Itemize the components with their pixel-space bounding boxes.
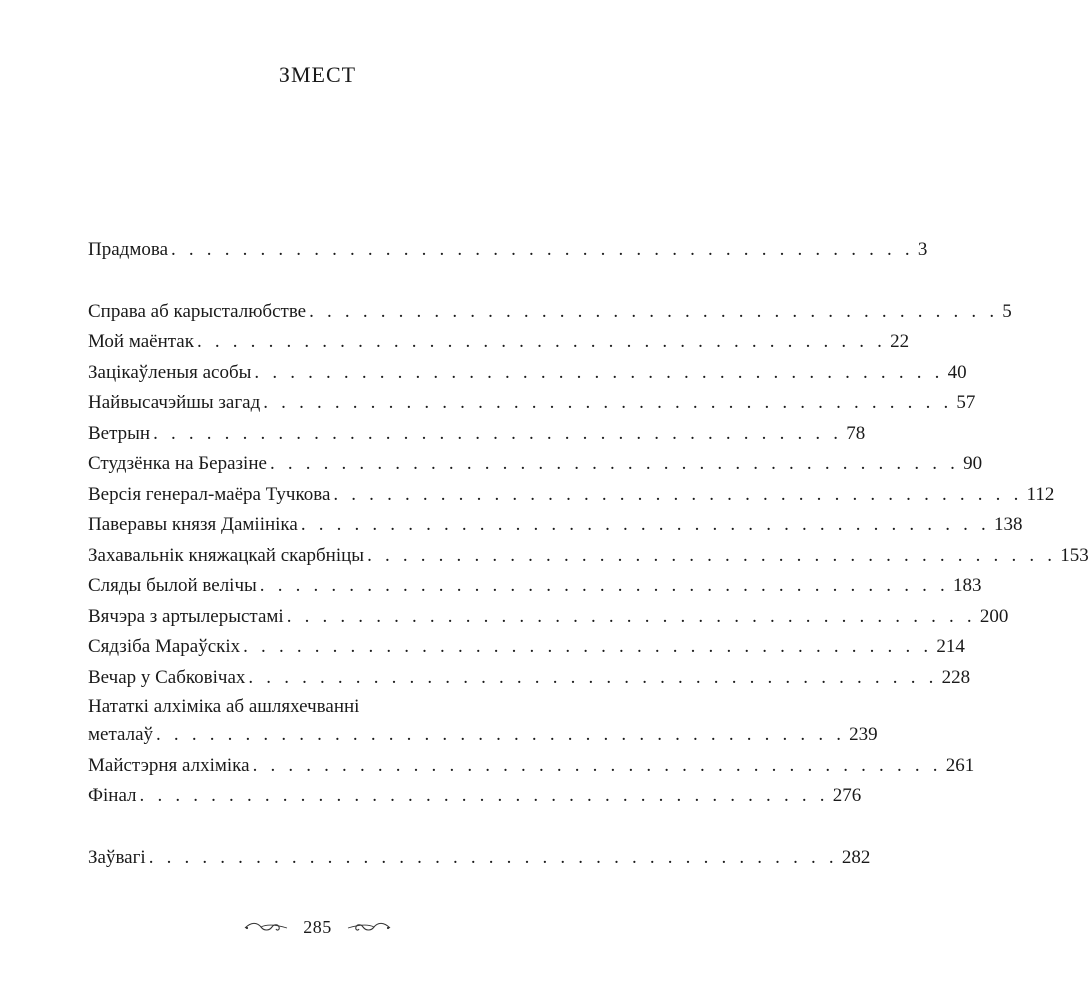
dot-leader: . . . . . . . . . . . . . . . . . . . . . . . . . . . . . . . . . . . . . . . bbox=[333, 483, 1023, 505]
toc-entry[interactable] bbox=[88, 510, 1023, 541]
toc-entry-label: Прадмова bbox=[88, 239, 168, 260]
toc-entry-page: 22 bbox=[890, 331, 910, 352]
toc-entry-page: 138 bbox=[993, 514, 1023, 535]
toc-entry-page: 3 bbox=[917, 239, 928, 260]
toc-entry-page: 200 bbox=[979, 605, 1009, 627]
dot-leader: . . . . . . . . . . . . . . . . . . . . . . . . . . . . . . . . . . . . . . . bbox=[252, 754, 942, 776]
toc-entry-label: Захавальнік княжацкай скарбніцы bbox=[88, 544, 365, 566]
dot-leader: . . . . . . . . . . . . . . . . . . . . . . . . . . . . . . . . . . . . . . . . . . bbox=[171, 239, 914, 260]
dot-leader: . . . . . . . . . . . . . . . . . . . . . . . . . . . . . . . . . . . . . . . bbox=[286, 605, 976, 627]
toc-entry-label: Сядзіба Мараўскіх bbox=[88, 636, 241, 657]
toc-entry-intro[interactable] bbox=[88, 235, 928, 266]
toc-entry-page: 153 bbox=[1060, 544, 1089, 566]
toc-entry-label: Справа аб карысталюбстве bbox=[88, 300, 307, 322]
toc-entry[interactable] bbox=[88, 358, 967, 389]
toc-entry[interactable] bbox=[88, 449, 983, 480]
page-title: ЗМЕСТ bbox=[278, 62, 357, 87]
toc-entry-label-line2: металаў bbox=[88, 724, 154, 745]
toc-entry[interactable] bbox=[88, 693, 878, 751]
toc-entry-label: Заўвагі bbox=[88, 846, 146, 868]
toc-entry-page: 90 bbox=[963, 453, 983, 474]
toc-entry-label: Ветрын bbox=[88, 422, 151, 444]
dot-leader: . . . . . . . . . . . . . . . . . . . . . . . . . . . . . . . . . . . . . . . bbox=[309, 300, 999, 322]
page-footer bbox=[0, 917, 635, 938]
dot-leader: . . . . . . . . . . . . . . . . . . . . . . . . . . . . . . . . . . . . . . . bbox=[300, 514, 990, 535]
dot-leader: . . . . . . . . . . . . . . . . . . . . . . . . . . . . . . . . . . . . . . . bbox=[263, 392, 953, 413]
toc-entry[interactable] bbox=[88, 571, 982, 602]
toc-entry-label: Вечар у Сабковічах bbox=[88, 666, 246, 688]
right-flourish-icon bbox=[346, 921, 392, 935]
toc-entry-label: Версія генерал-маёра Тучкова bbox=[88, 483, 331, 505]
toc-entry[interactable] bbox=[88, 781, 862, 812]
toc-entry-label: Найвысачэйшы загад bbox=[88, 392, 261, 413]
dot-leader: . . . . . . . . . . . . . . . . . . . . . . . . . . . . . . . . . . . . . . . bbox=[269, 453, 960, 474]
toc-entry-label: Зацікаўленыя асобы bbox=[88, 361, 252, 383]
toc-entry-notes[interactable] bbox=[88, 843, 871, 874]
dot-leader: . . . . . . . . . . . . . . . . . . . . . . . . . . . . . . . . . . . . . . . bbox=[148, 846, 838, 868]
toc-entry-page: 40 bbox=[947, 361, 967, 383]
toc-entry-label: Фінал bbox=[88, 785, 137, 806]
toc-entry[interactable] bbox=[88, 751, 975, 782]
dot-leader: . . . . . . . . . . . . . . . . . . . . . . . . . . . . . . . . . . . . . . . bbox=[196, 331, 887, 352]
toc-entry-page: 276 bbox=[832, 785, 862, 806]
toc-entry[interactable] bbox=[88, 297, 1012, 328]
toc-entry[interactable] bbox=[88, 632, 965, 663]
toc-entry-label-line1: Нататкі алхіміка аб ашляхечванні bbox=[88, 696, 360, 717]
dot-leader: . . . . . . . . . . . . . . . . . . . . . . . . . . . . . . . . . . . . . . . bbox=[367, 544, 1057, 566]
dot-leader: . . . . . . . . . . . . . . . . . . . . . . . . . . . . . . . . . . . . . . . bbox=[248, 666, 938, 688]
toc-entry-page: 214 bbox=[936, 636, 965, 657]
toc-entry-page: 261 bbox=[945, 754, 975, 776]
toc-entry-label: Мой маёнтак bbox=[88, 331, 194, 352]
toc-entry-label: Студзёнка на Беразіне bbox=[88, 453, 267, 474]
toc-entry-page: 228 bbox=[941, 666, 971, 688]
toc-entry-page: 5 bbox=[1002, 300, 1012, 322]
table-of-contents bbox=[88, 235, 1089, 873]
toc-entry-label: Вячэра з артылерыстамі bbox=[88, 605, 284, 627]
toc-entry[interactable] bbox=[88, 388, 976, 419]
toc-entry[interactable] bbox=[88, 602, 1009, 633]
toc-entry-page: 239 bbox=[849, 724, 878, 745]
dot-leader: . . . . . . . . . . . . . . . . . . . . . . . . . . . . . . . . . . . . . . . bbox=[156, 724, 846, 745]
toc-entry[interactable] bbox=[88, 419, 866, 450]
dot-leader: . . . . . . . . . . . . . . . . . . . . . . . . . . . . . . . . . . . . . . . bbox=[259, 575, 949, 596]
toc-entry-page: 57 bbox=[956, 392, 976, 413]
toc-entry-page: 183 bbox=[952, 575, 982, 596]
toc-entry-page: 78 bbox=[846, 422, 866, 444]
dot-leader: . . . . . . . . . . . . . . . . . . . . . . . . . . . . . . . . . . . . . . . bbox=[139, 785, 829, 806]
toc-entry[interactable] bbox=[88, 327, 910, 358]
dot-leader: . . . . . . . . . . . . . . . . . . . . . . . . . . . . . . . . . . . . . . . bbox=[153, 422, 843, 444]
toc-entry-label: Майстэрня алхіміка bbox=[88, 754, 250, 776]
toc-entry[interactable] bbox=[88, 663, 971, 694]
toc-entry-label: Паверавы князя Даміініка bbox=[88, 514, 298, 535]
dot-leader: . . . . . . . . . . . . . . . . . . . . . . . . . . . . . . . . . . . . . . . bbox=[243, 636, 933, 657]
toc-entry-page: 282 bbox=[841, 846, 871, 868]
left-flourish-icon bbox=[243, 921, 289, 935]
toc-entry-label: Сляды былой велічы bbox=[88, 575, 257, 596]
page-number: 285 bbox=[303, 917, 332, 937]
toc-entry[interactable] bbox=[88, 480, 1055, 511]
toc-entry[interactable] bbox=[88, 541, 1089, 572]
toc-entry-page: 112 bbox=[1026, 483, 1055, 505]
dot-leader: . . . . . . . . . . . . . . . . . . . . . . . . . . . . . . . . . . . . . . . bbox=[254, 361, 944, 383]
